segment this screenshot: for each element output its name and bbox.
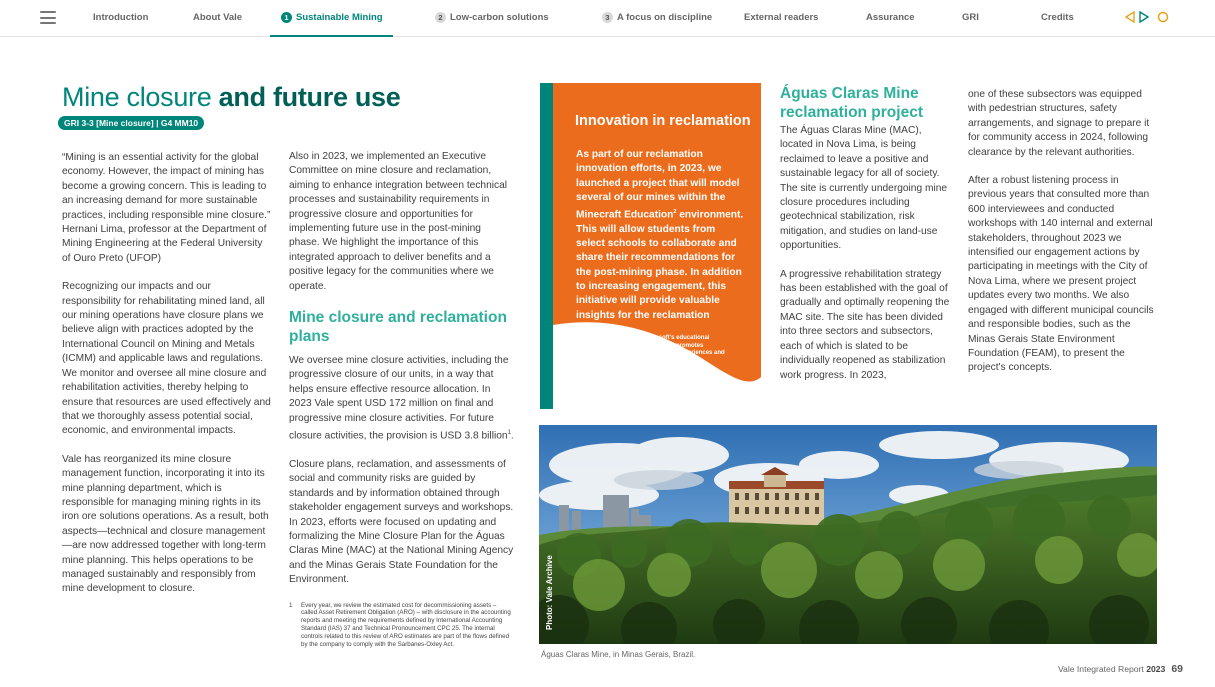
title-bold: and future use <box>218 82 401 112</box>
nav-label: Low-carbon solutions <box>450 12 549 23</box>
report-year: 2023 <box>1146 664 1166 674</box>
nav-item-assurance[interactable] <box>866 12 915 23</box>
nav-label: About Vale <box>193 12 243 23</box>
text-column-4 <box>968 88 1155 390</box>
text-column-3 <box>780 124 952 397</box>
home-circle-icon[interactable] <box>1157 11 1169 23</box>
nav-label: External readers <box>744 12 819 23</box>
footnote-number: 1 <box>289 601 293 609</box>
nav-item-gri[interactable] <box>962 12 979 23</box>
nav-label: GRI <box>962 12 979 23</box>
body-paragraph: We oversee mine closure activities, including the progressive closure of our units, in a way that helps ensure effective resource allocation. In 2023 Vale spent USD 172 million on final and progressive mine closure activities. For future closure activities, the provision is USD 3.8 billion$^1$. <box>289 355 514 442</box>
body-paragraph: A progressive rehabilitation strategy has been established with the goal of gradually and optimally reopening the MAC site. The site has been divided into three sectors and subsectors, each of which is slated to be individually reopened as stabilization work progress. In 2023, <box>780 268 950 381</box>
nav-item-introduction[interactable] <box>93 12 148 23</box>
paragraph-text: We oversee mine closure activities, including the progressive closure of our units, in a way that helps ensure effective resource allocation. In 2023 Vale spent USD 172 million on final and progressive mine closure activities. For future closure activities, the provision is USD 3.8 billion <box>289 355 509 442</box>
nav-item-external-readers[interactable] <box>744 12 818 23</box>
photo-caption: Águas Claras Mine, in Minas Gerais, Brazil. <box>541 650 696 659</box>
section-heading: Águas Claras Mine reclamation project <box>780 85 923 121</box>
callout-body <box>576 148 746 337</box>
nav-item-about-vale[interactable] <box>193 12 242 23</box>
photo-illustration <box>539 425 1157 644</box>
footnote-text: Minecraft Education is Microsoft's educational version of the Minecraft game and promotes interactive learning through virtual experiences and collaborative construction in the classroom. <box>577 335 725 364</box>
page-number: 69 <box>1171 663 1183 675</box>
photo-credit: Photo: Vale Archive <box>545 555 554 630</box>
callout-accent-stripe <box>540 83 553 409</box>
landscape-photo <box>539 425 1157 644</box>
active-tab-underline <box>270 35 393 37</box>
nav-label: A focus on discipline <box>617 12 713 23</box>
footnote-marker[interactable]: 1 <box>507 430 511 437</box>
body-paragraph: The Águas Claras Mine (MAC), located in Nova Lima, is being reclaimed to leave a positive and sustainable legacy for all of society. The site is currently undergoing mine closure procedures including geotechnical stabilization, risk mitigation, and studies on land-use opportunities. <box>780 125 948 252</box>
next-page-icon[interactable] <box>1139 11 1150 23</box>
body-paragraph: After a robust listening process in previous years that consulted more than 600 interviewees and conducted workshops with 140 internal and external stakeholders, throughout 2023 we intensified our engagement actions by participating in meetings with the City of Nova Lima, where we present project updates every two months. We also engaged with different municipal councils and responsible bodies, such as the Minas Gerais State Environment Foundation (FEAM), to present the project's concepts. <box>968 175 1154 374</box>
callout-title: Innovation in reclamation <box>575 113 751 129</box>
report-name: Vale Integrated Report <box>1057 664 1147 674</box>
nav-item-sustainable-mining[interactable] <box>281 12 383 23</box>
nav-label: Introduction <box>93 12 149 23</box>
callout-text: As part of our reclamation innovation efforts, in 2023, we launched a project that will model several of our mines within the Minecraft Education <box>576 149 740 221</box>
body-paragraph: Vale has reorganized its mine closure management function, incorporating it into its mine planning department, which is responsible for managing mining rights in its iron ore solutions operations. As a result, both aspects—technical and closure management—are now addressed together with long-term mine planning. This helps operations to be managed sustainably and responsibly from mine development to closure. <box>62 453 269 595</box>
body-paragraph: Recognizing our impacts and our responsibility for rehabilitating mined land, all our mining operations have closure plans we believe align with practices adopted by the International Council on Mining and Metals (ICMM) and applicable laws and regulations. We monitor and oversee all mine closure and rehabilitation activities, thereby helping to ensure that resources are used effectively and that we thoroughly assess potential social, economic, and environmental impacts. <box>62 281 271 437</box>
chapter-number-badge: 2 <box>435 12 446 23</box>
body-paragraph: Also in 2023, we implemented an Executive Committee on mine closure and reclamation, aiming to enhance integration between technical processes and sustainability requirements in progressive closure and opportunities for implementing future use in the post-mining phase. We highlight the importance of this integrated approach to deliver benefits and a positive legacy for the communities where we operate. <box>289 151 508 292</box>
footnote-text: Every year, we review the estimated cost for decommissioning assets – called Asset Retirement Obligation (ARO) – with disclosure in the accounting reports and meeting the requirements defined by International Accounting Standard (IAS) 37 and Technical Pronouncement CPC 25. The internal controls related to this review of ARO estimates are part of the flows defined by the company to comply with the Sarbanes-Oxley Act. <box>301 601 511 648</box>
nav-item-credits[interactable] <box>1041 12 1074 23</box>
menu-icon[interactable] <box>40 11 56 24</box>
footnote-marker[interactable]: 2 <box>673 209 677 216</box>
footnote <box>289 602 514 649</box>
gri-reference-badge: GRI 3-3 [Mine closure] | G4 MM10 <box>58 116 204 130</box>
nav-label: Sustainable Mining <box>296 12 383 23</box>
page-footer <box>1058 663 1183 675</box>
text-column-2 <box>289 150 514 648</box>
quote-paragraph: “Mining is an essential activity for the global economy. However, the impact of mining has become a growing concern. This is leading to an increasing demand for more sustainable practices, including responsible mine closure.” Hernani Lima, professor at the Department of Mining Engineering at the Federal University of Ouro Preto (UFOP) <box>62 152 271 264</box>
top-navigation <box>0 0 1215 37</box>
chapter-number-badge: 3 <box>602 12 613 23</box>
callout-text: environment. This will allow students from select schools to collaborate and share their recommendations for the post-mining phase. In addition to increasing engagement, this initiative will provide valuable insights for the reclamation process. <box>576 209 744 335</box>
body-paragraph: Closure plans, reclamation, and assessments of social and community risks are guided by standards and by information obtained through stakeholder engagement surveys and workshops. In 2023, efforts were focused on updating and formalizing the Mine Closure Plan for the Águas Claras Mine (MAC) at the National Mining Agency and the Minas Gerais State Foundation for the Environment. <box>289 458 514 586</box>
chapter-number-badge: 1 <box>281 12 292 23</box>
nav-label: Assurance <box>866 12 915 23</box>
text-column-1 <box>62 151 272 611</box>
title-light: Mine closure <box>62 82 219 112</box>
footnote-number: 2 <box>566 335 570 341</box>
body-paragraph: one of these subsectors was equipped with pedestrian structures, safety arrangements, and signage to prepare it for community access in 2024, following clearance by the relevant authorities. <box>968 89 1150 158</box>
previous-page-icon[interactable] <box>1124 11 1135 23</box>
section-heading: Mine closure and reclamation plans <box>289 309 507 346</box>
page-title <box>62 82 401 113</box>
nav-item-low-carbon-solutions[interactable] <box>435 12 549 23</box>
nav-label: Credits <box>1041 12 1074 23</box>
nav-item-focus-on-discipline[interactable] <box>602 12 712 23</box>
callout-footnote <box>566 335 726 365</box>
